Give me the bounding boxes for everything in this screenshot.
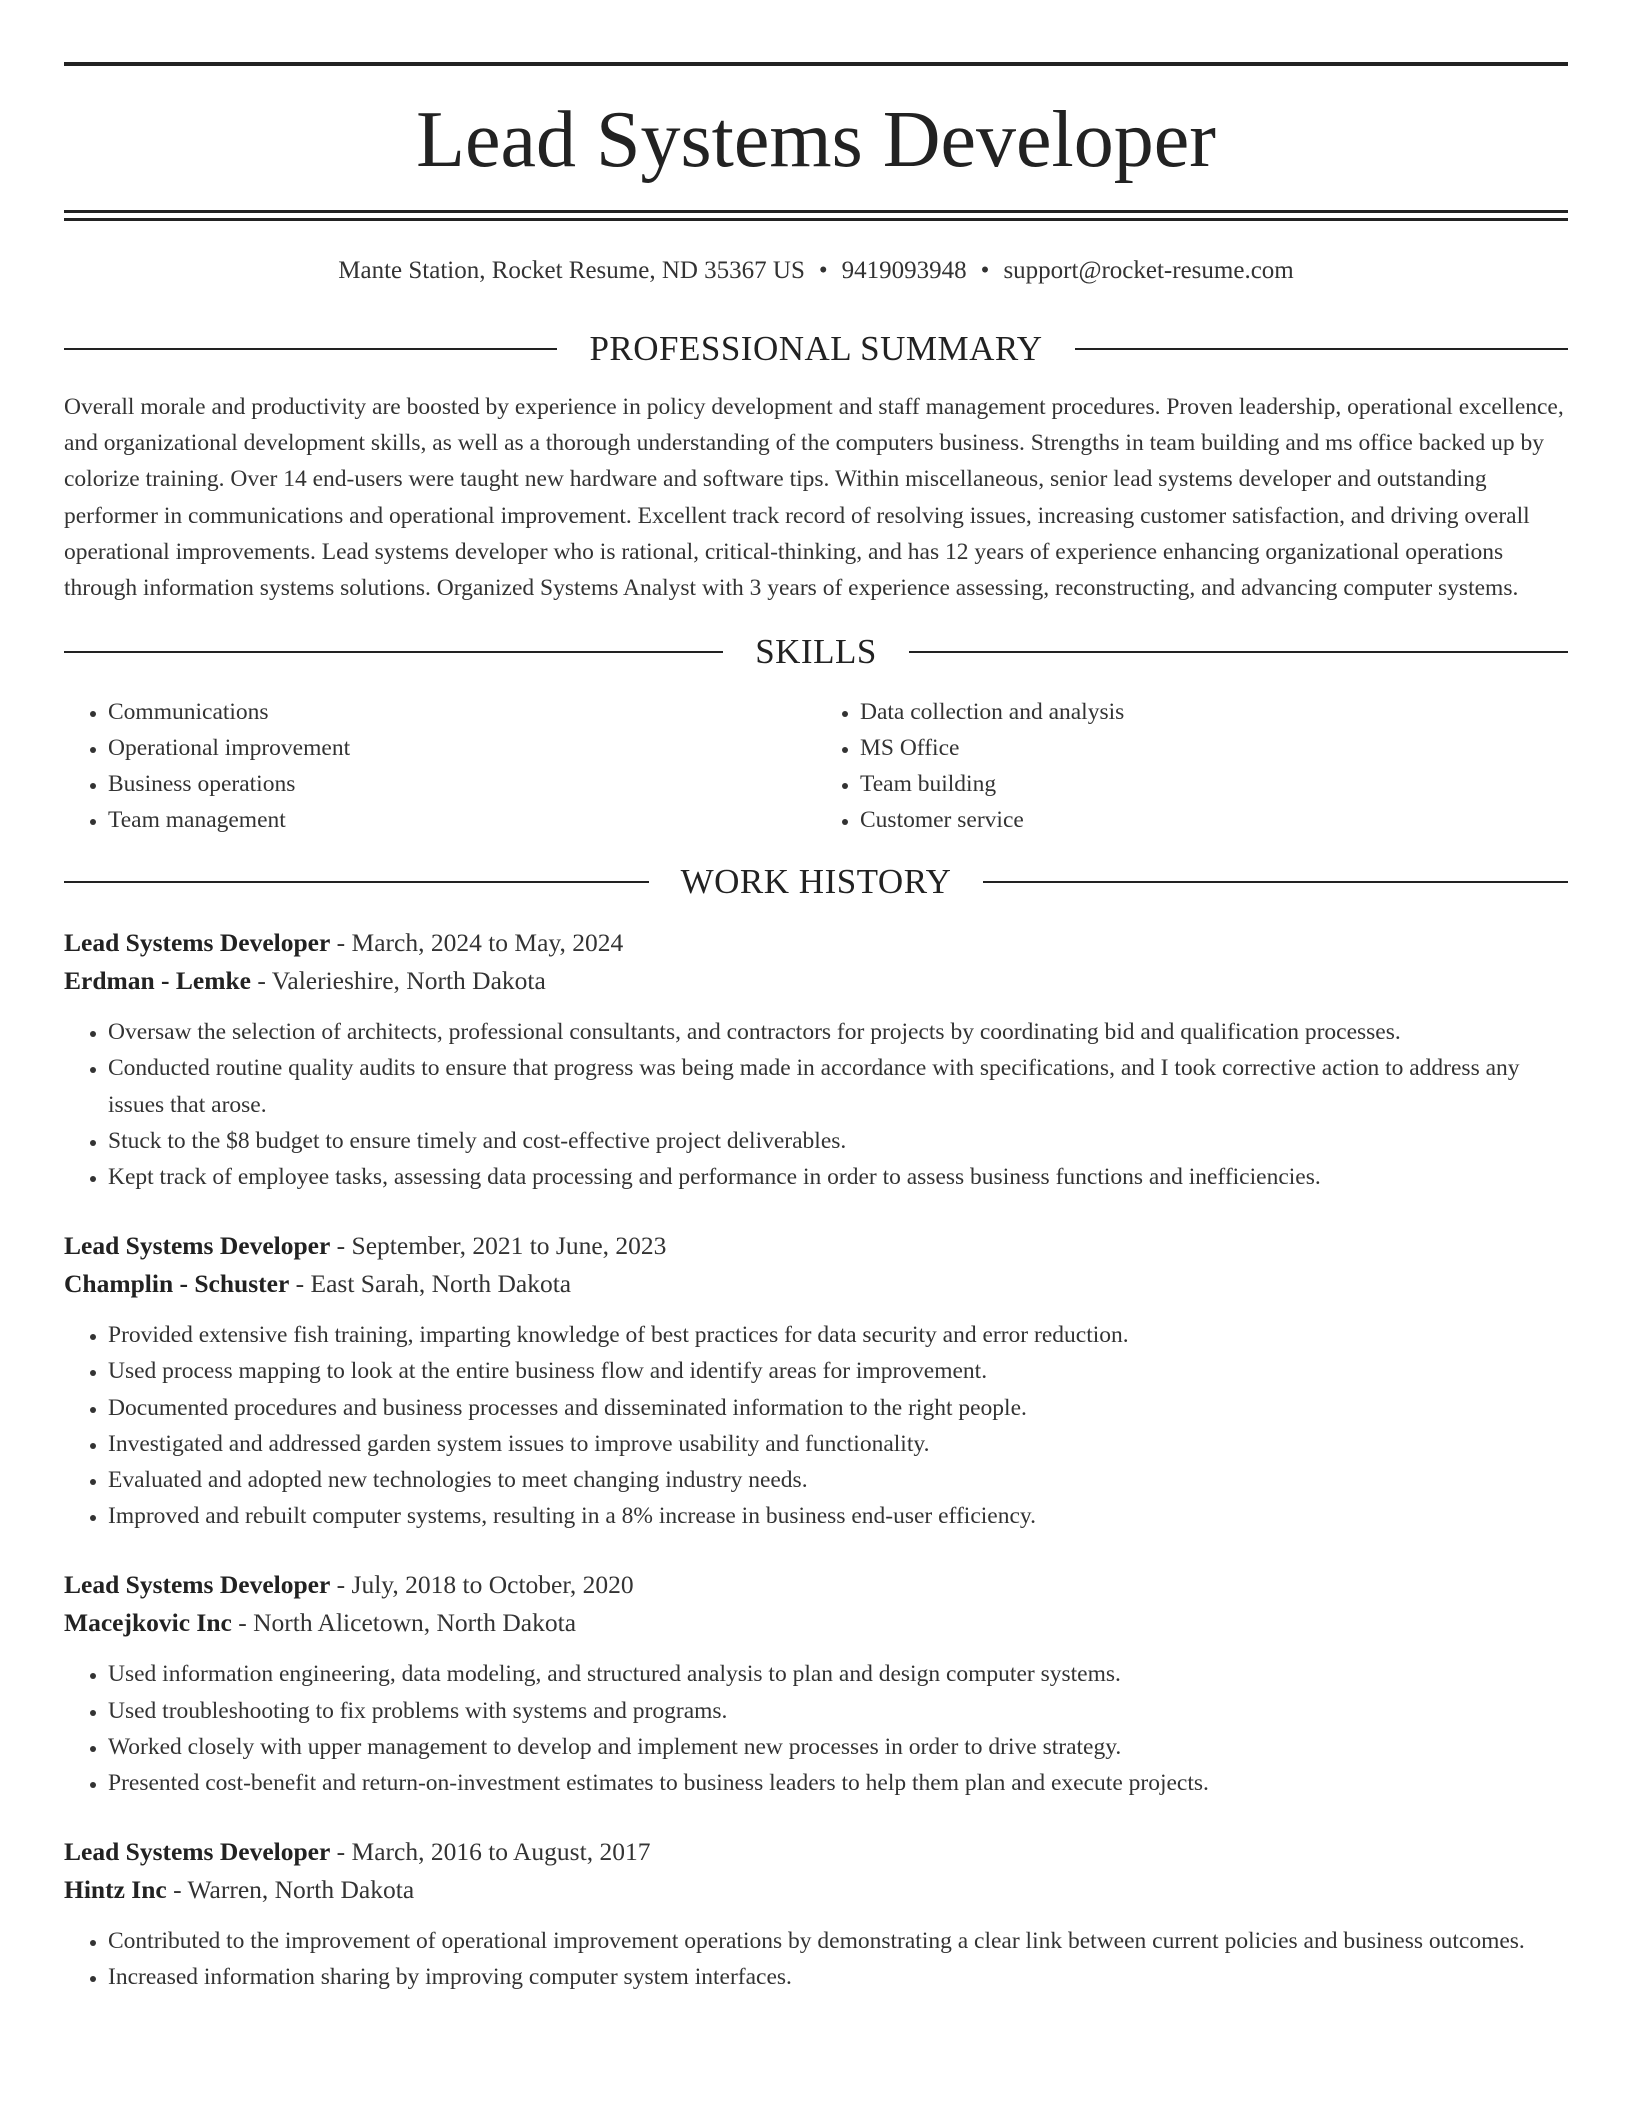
job-bullet: • Increased information sharing by improving computer system interfaces. (108, 1959, 1568, 1995)
job-title-line (64, 1833, 1568, 1871)
job-bullet: • Evaluated and adopted new technologies to meet changing industry needs. (108, 1462, 1568, 1498)
skill-item: • Business operations (108, 766, 816, 802)
professional-summary: Overall morale and productivity are boosted by experience in policy development and staff management procedures. Proven leadership, operational excellence, and organizational development skills, as well as a thorough understanding of the computers business. Strengths in team building and ms office backed up by colorize training. Over 14 end-users were taught new hardware and software tips. Within miscellaneous, senior lead systems developer and outstanding performer in communications and operational improvement. Excellent track record of resolving issues, increasing customer satisfaction, and driving overall operational improvements. Lead systems developer who is rational, critical-thinking, and has 12 years of experience enhancing organizational operations through information systems solutions. Organized Systems Analyst with 3 years of experience assessing, reconstructing, and advancing computer systems. (64, 394, 1564, 602)
job-dates: - July, 2018 to October, 2020 (330, 1570, 634, 1600)
job-title: Lead Systems Developer (64, 1837, 331, 1867)
skill-item: • Operational improvement (108, 730, 816, 766)
contact-phone: 9419093948 (841, 257, 967, 284)
skill-item: • Team management (108, 802, 816, 838)
work-section-heading (64, 862, 1568, 902)
summary-section-heading (64, 329, 1568, 369)
job-bullet: • Conducted routine quality audits to ensure that progress was being made in accordance with specifications, and I took corrective action to address any issues that arose. (108, 1050, 1568, 1122)
job-title-line (64, 924, 1568, 962)
skill-item: • Communications (108, 694, 816, 730)
skills-list (64, 694, 1568, 838)
skill-item: • Data collection and analysis (860, 694, 1568, 730)
job-bullet: • Presented cost-benefit and return-on-investment estimates to business leaders to help them plan and execute projects. (108, 1765, 1568, 1801)
job-company-line (64, 962, 1568, 1000)
contact-separator: • (818, 257, 828, 284)
job-bullets (64, 1317, 1568, 1534)
resume-title: Lead Systems Developer (416, 96, 1216, 184)
job-bullet: • Used information engineering, data modeling, and structured analysis to plan and design computer systems. (108, 1656, 1568, 1692)
job-dates: - March, 2016 to August, 2017 (330, 1837, 651, 1867)
job-title-line (64, 1566, 1568, 1604)
job-bullet: • Used process mapping to look at the entire business flow and identify areas for improvement. (108, 1353, 1568, 1389)
job-company: Champlin - Schuster (64, 1269, 290, 1299)
job-entry (64, 1227, 1568, 1534)
skill-item: • Team building (860, 766, 1568, 802)
skill-item: • Customer service (860, 802, 1568, 838)
job-bullet: • Used troubleshooting to fix problems with systems and programs. (108, 1693, 1568, 1729)
job-company-line (64, 1604, 1568, 1642)
job-bullets (64, 1014, 1568, 1195)
job-company-line (64, 1265, 1568, 1303)
top-rule (64, 62, 1568, 66)
contact-line (64, 257, 1568, 285)
work-section-title: WORK HISTORY (680, 862, 952, 902)
contact-address: Mante Station, Rocket Resume, ND 35367 US (338, 257, 805, 284)
job-entry (64, 924, 1568, 1195)
job-title: Lead Systems Developer (64, 928, 331, 958)
divider-line (64, 881, 649, 883)
skill-item: • MS Office (860, 730, 1568, 766)
job-bullet: • Kept track of employee tasks, assessing data processing and performance in order to assess business functions and inefficiencies. (108, 1159, 1568, 1195)
job-title-line (64, 1227, 1568, 1265)
divider-line (983, 881, 1568, 883)
job-dates: - March, 2024 to May, 2024 (330, 928, 624, 958)
job-dates: - September, 2021 to June, 2023 (330, 1231, 667, 1261)
divider-line (64, 651, 723, 653)
job-company: Hintz Inc (64, 1875, 167, 1905)
job-location: - North Alicetown, North Dakota (231, 1608, 577, 1638)
divider-line (909, 651, 1568, 653)
job-location: - Valerieshire, North Dakota (251, 966, 546, 996)
job-bullets (64, 1656, 1568, 1801)
job-bullets (64, 1923, 1568, 1995)
skills-column-left (64, 694, 816, 838)
job-bullet: • Stuck to the $8 budget to ensure timely and cost-effective project deliverables. (108, 1123, 1568, 1159)
job-title: Lead Systems Developer (64, 1570, 331, 1600)
skills-section-title: SKILLS (755, 632, 877, 672)
skills-column-right (816, 694, 1568, 838)
job-company: Macejkovic Inc (64, 1608, 232, 1638)
contact-separator: • (980, 257, 990, 284)
job-title: Lead Systems Developer (64, 1231, 331, 1261)
divider-line (64, 348, 557, 350)
job-entry (64, 1833, 1568, 1995)
job-location: - Warren, North Dakota (166, 1875, 415, 1905)
job-company: Erdman - Lemke (64, 966, 251, 996)
job-company-line (64, 1871, 1568, 1909)
skills-section-heading (64, 632, 1568, 672)
title-double-rule (64, 210, 1568, 221)
job-bullet: • Provided extensive fish training, imparting knowledge of best practices for data security and error reduction. (108, 1317, 1568, 1353)
job-bullet: • Improved and rebuilt computer systems, resulting in a 8% increase in business end-user efficiency. (108, 1498, 1568, 1534)
job-bullet: • Worked closely with upper management to develop and implement new processes in order to drive strategy. (108, 1729, 1568, 1765)
job-entry (64, 1566, 1568, 1801)
divider-line (1075, 348, 1568, 350)
job-bullet: • Oversaw the selection of architects, professional consultants, and contractors for projects by coordinating bid and qualification processes. (108, 1014, 1568, 1050)
summary-section-title: PROFESSIONAL SUMMARY (589, 329, 1043, 368)
job-bullet: • Contributed to the improvement of operational improvement operations by demonstrating a clear link between current policies and business outcomes. (108, 1923, 1568, 1959)
job-bullet: • Documented procedures and business processes and disseminated information to the right people. (108, 1390, 1568, 1426)
job-bullet: • Investigated and addressed garden system issues to improve usability and functionality. (108, 1426, 1568, 1462)
contact-email: support@rocket-resume.com (1003, 257, 1294, 284)
job-location: - East Sarah, North Dakota (289, 1269, 572, 1299)
